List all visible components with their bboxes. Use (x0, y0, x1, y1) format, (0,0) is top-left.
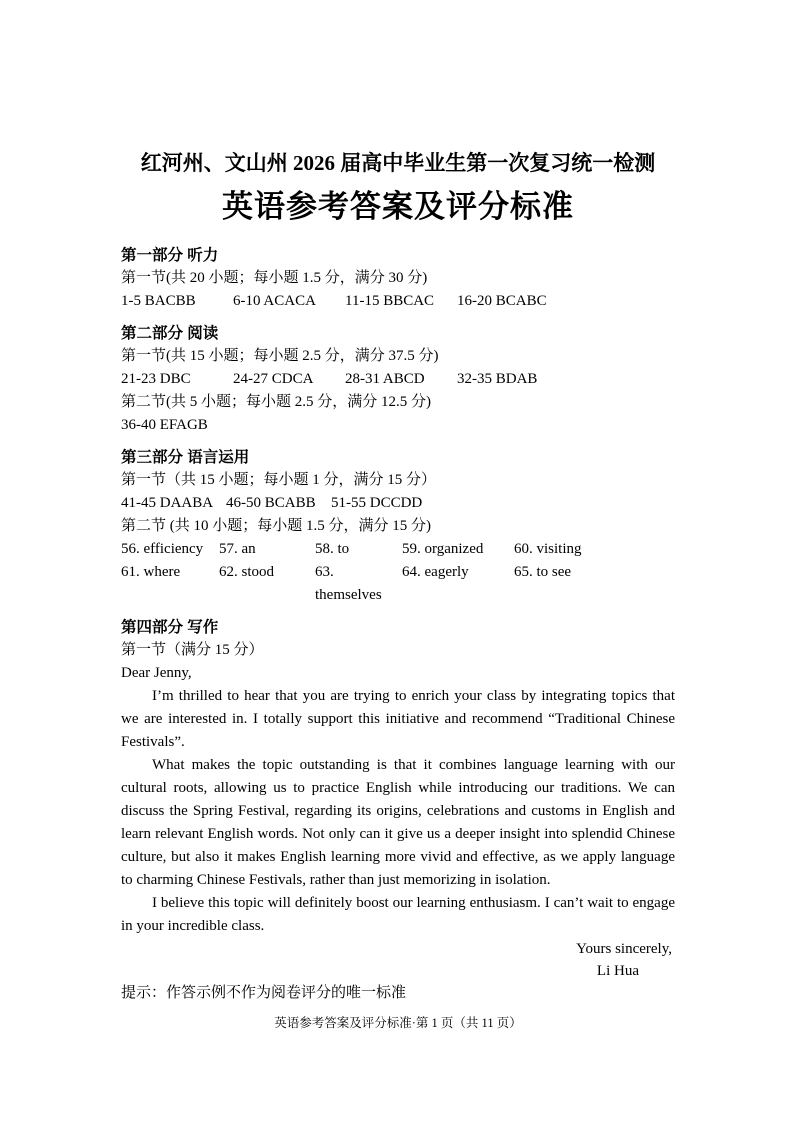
part3-section2-answers-row1 (121, 538, 675, 561)
answer-item: 59. organized (402, 541, 484, 557)
letter-paragraph-3: I believe this topic will definitely boost our learning enthusiasm. I can’t wait to engage in your incredible class. (121, 895, 675, 934)
part2-section2-answers-row (121, 414, 675, 437)
answer-item: 63. themselves (315, 564, 382, 603)
answer-group: 21-23 DBC (121, 371, 191, 387)
answer-item: 65. to see (514, 564, 572, 580)
answer-group: 51-55 DCCDD (331, 495, 423, 511)
letter-paragraph-2: What makes the topic outstanding is that it combines language learning with our cultural roots, allowing us to practice English while introducing our traditions. We can discuss the Spring Festival, regarding its origins, celebrations and customs in English and learn relevant English words. Not only can it give us a deeper insight into splendid Chinese culture, but also it makes English learning more vivid and effective, as we apply language to charming Chinese Festivals, rather than just memorizing in isolation. (121, 757, 675, 888)
letter-signature: Li Hua (596, 963, 639, 979)
answer-item: 64. eagerly (402, 564, 469, 580)
grading-tip: 提示：作答示例不作为阅卷评分的唯一标准 (121, 985, 407, 1001)
letter-salutation: Dear Jenny, (121, 665, 192, 681)
answer-group: 46-50 BCABB (226, 495, 316, 511)
answer-group: 32-35 BDAB (457, 371, 538, 387)
letter-paragraph-1: I’m thrilled to hear that you are trying to enrich your class by integrating topics that we are interested in. I totally support this initiative and recommend “Traditional Chinese Festivals”. (121, 688, 675, 750)
part1-heading: 第一部分 听力 (121, 247, 219, 264)
part2-reading-section (121, 322, 675, 437)
answer-item: 60. visiting (514, 541, 582, 557)
part3-heading: 第三部分 语言运用 (121, 449, 250, 466)
answer-item: 62. stood (219, 564, 275, 580)
answer-group: 16-20 BCABC (457, 293, 547, 309)
answer-item: 56. efficiency (121, 541, 204, 557)
page-number-footer: 英语参考答案及评分标准·第 1 页（共 11 页） (274, 1016, 522, 1030)
answer-group: 1-5 BACBB (121, 293, 196, 309)
model-letter (121, 662, 675, 982)
answer-group: 41-45 DAABA (121, 495, 214, 511)
part3-section1-answers-row (121, 492, 675, 515)
part3-section2-answers-row2 (121, 561, 675, 607)
part2-section1-note: 第一节(共 15 小题；每小题 2.5 分，满分 37.5 分) (121, 348, 439, 364)
part2-heading: 第二部分 阅读 (121, 325, 219, 342)
part4-writing-section (121, 616, 675, 1004)
exam-title: 红河州、文山州 2026 届高中毕业生第一次复习统一检测 (140, 151, 656, 175)
part1-answers-row (121, 290, 675, 313)
part3-section1-note: 第一节（共 15 小题；每小题 1 分，满分 15 分） (121, 472, 437, 488)
part4-heading: 第四部分 写作 (121, 619, 219, 636)
part4-section1-note: 第一节（满分 15 分） (121, 642, 264, 658)
answer-item: 57. an (219, 541, 256, 557)
document-title: 英语参考答案及评分标准 (222, 189, 574, 224)
answer-group: 11-15 BBCAC (345, 293, 435, 309)
part3-section2-note: 第二节 (共 10 小题；每小题 1.5 分，满分 15 分) (121, 518, 431, 534)
answer-group: 28-31 ABCD (345, 371, 425, 387)
part1-section1-note: 第一节(共 20 小题；每小题 1.5 分，满分 30 分) (121, 270, 428, 286)
part2-section1-answers-row (121, 368, 675, 391)
answer-group: 6-10 ACACA (233, 293, 316, 309)
part2-section2-note: 第二节(共 5 小题；每小题 2.5 分，满分 12.5 分) (121, 394, 431, 410)
part3-language-use-section (121, 446, 675, 607)
letter-closing: Yours sincerely, (576, 941, 672, 957)
part1-listening-section (121, 244, 675, 313)
answer-item: 61. where (121, 564, 181, 580)
answer-group: 36-40 EFAGB (121, 417, 208, 433)
answer-group: 24-27 CDCA (233, 371, 314, 387)
answer-item: 58. to (315, 541, 350, 557)
